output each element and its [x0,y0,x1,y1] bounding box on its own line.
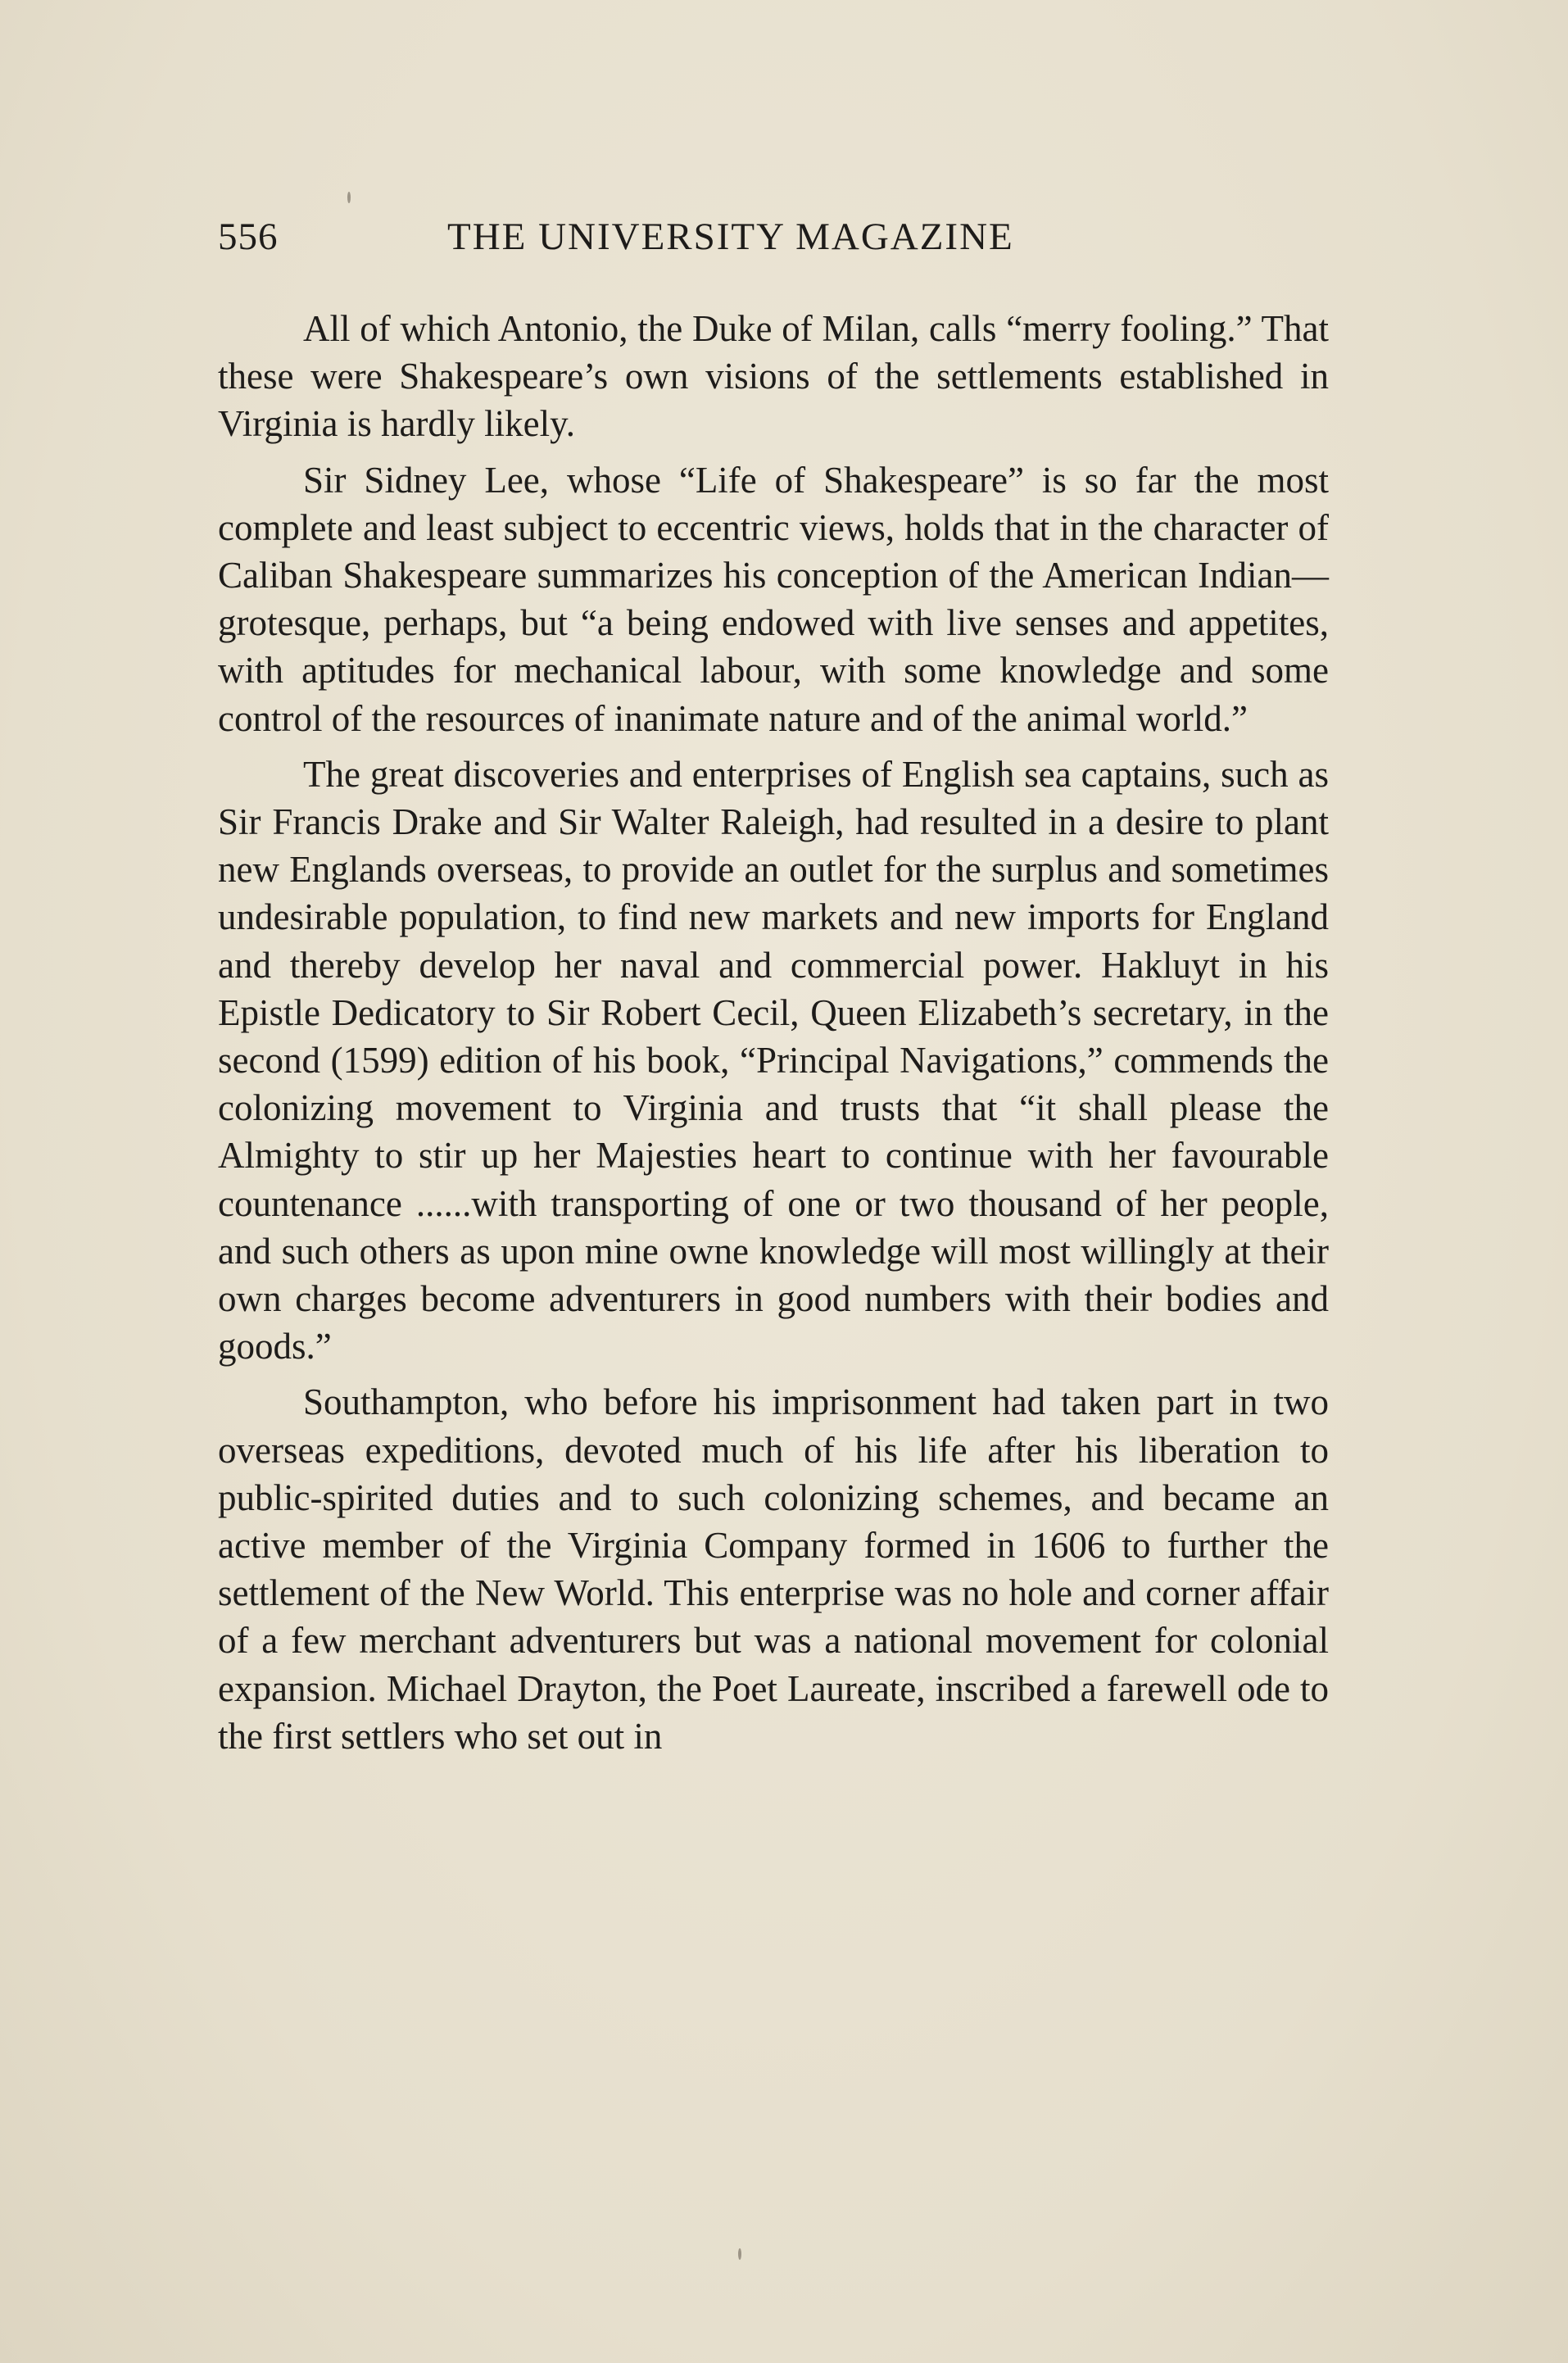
body-text [218,305,1329,1768]
paragraph: The great discoveries and enterprises of English sea captains, such as Sir Francis Drake and Sir Walter Raleigh, had resulted in a desire to plant new Englands overseas, to provide an outlet for the surplus and sometimes undesirable population, to find new markets and new imports for England and thereby develop her naval and commercial power. Hakluyt in his Epistle Dedicatory to Sir Robert Cecil, Queen Elizabeth’s secretary, in the second (1599) edition of his book, “Principal Navigations,” commends the colonizing movement to Virginia and trusts that “it shall please the Almighty to stir up her Majesties heart to continue with her favourable countenance ......with transporting of one or two thousand of her people, and such others as upon mine owne knowledge will most willingly at their own charges become adventurers in good numbers with their bodies and goods.” [218,753,1329,1367]
paragraph: Sir Sidney Lee, whose “Life of Shakespeare” is so far the most complete and least subject to eccentric views, holds that in the character of Caliban Shakespeare summarizes his conception of the American Indian—grotesque, perhaps, but “a being endowed with live senses and appetites, with aptitudes for mechanical labour, with some knowledge and some control of the resources of inanimate nature and of the animal world.” [218,459,1329,739]
paper-blemish [347,192,351,203]
paragraph: Southampton, who before his imprisonment had taken part in two overseas expeditions, devoted much of his life after his liberation to public-spirited duties and to such colonizing schemes, and became an active member of the Virginia Company formed in 1606 to further the settlement of the New World. This enterprise was no hole and corner affair of a few merchant adventurers but was a national movement for colonial expansion. Michael Drayton, the Poet Laureate, inscribed a farewell ode to the first settlers who set out in [218,1381,1329,1757]
paper-blemish [738,2248,741,2260]
page-header [218,215,1324,272]
paragraph: All of which Antonio, the Duke of Milan, calls “merry fooling.” That these were Shakespeare’s own visions of the settlements established in Virginia is hardly likely. [218,308,1329,445]
page-number: 556 [218,215,279,258]
running-title: THE UNIVERSITY MAGAZINE [447,215,1014,258]
